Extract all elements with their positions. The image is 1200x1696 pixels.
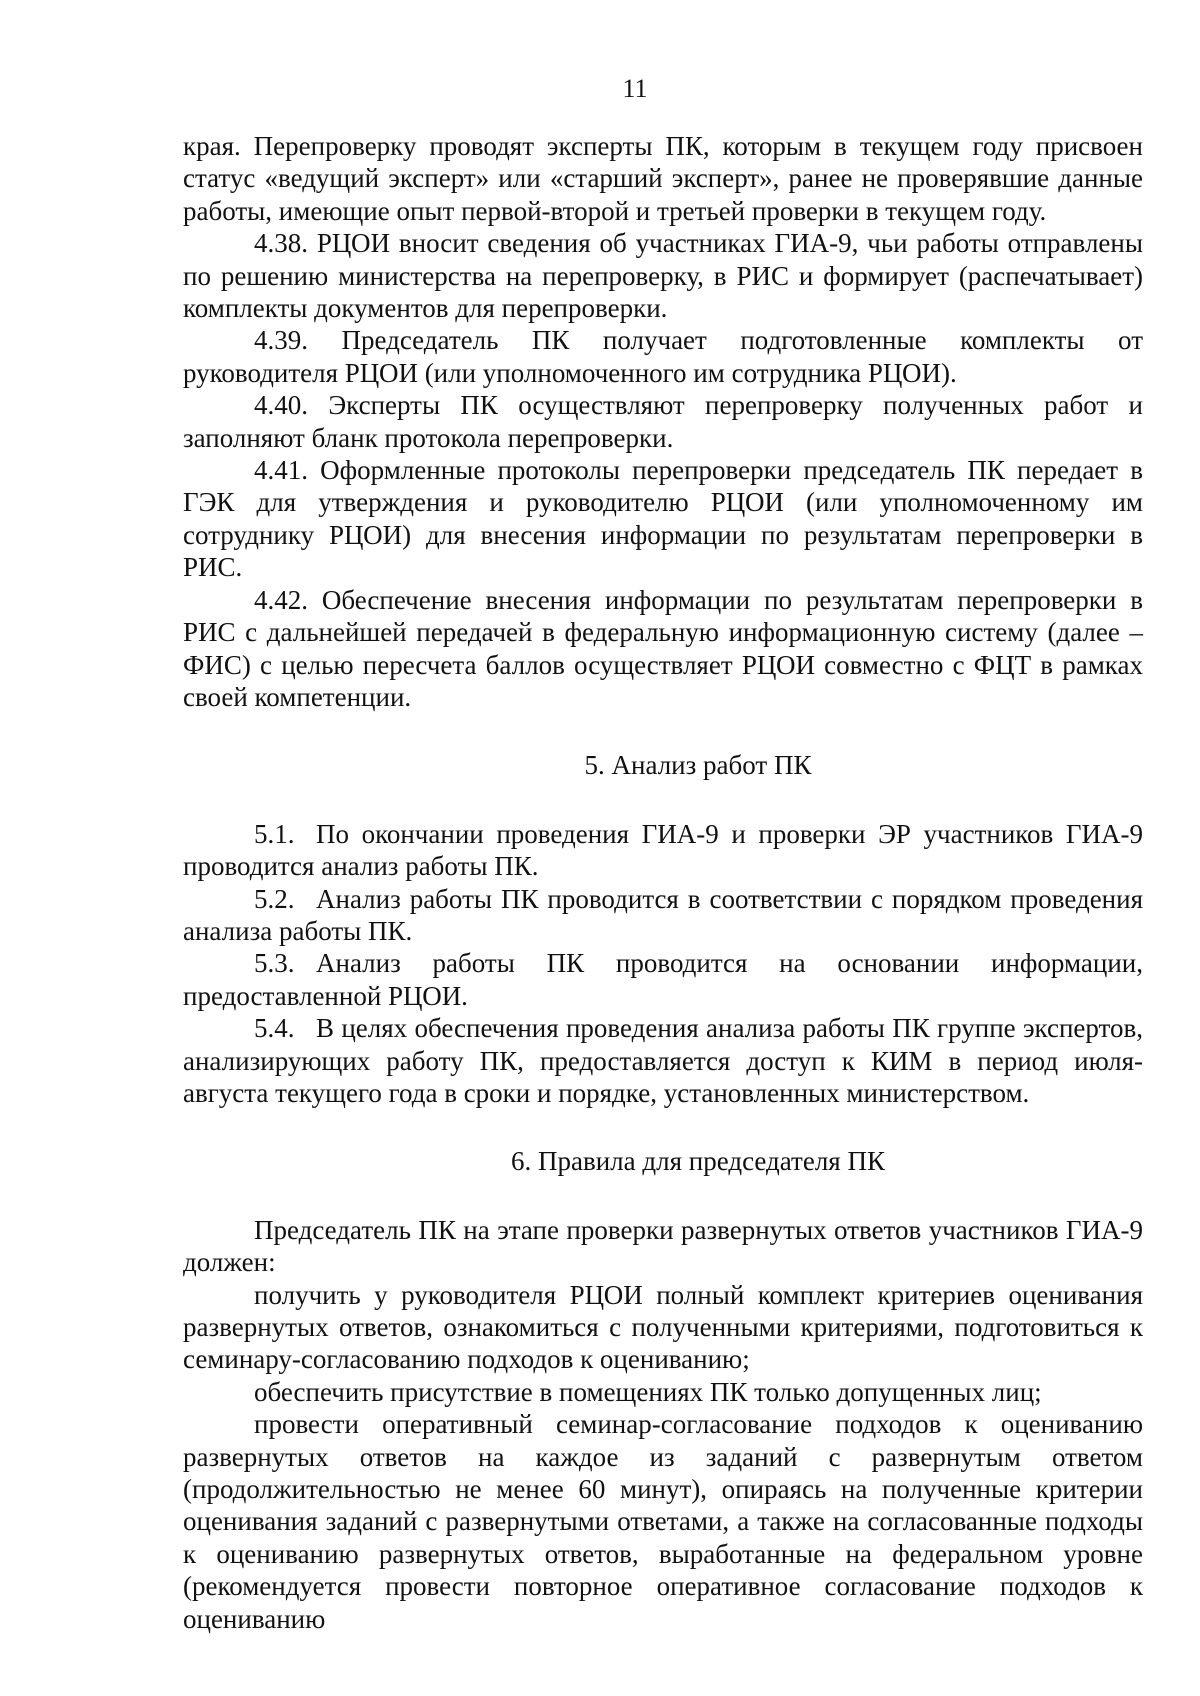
item-5-2 [183, 883, 1143, 948]
paragraph-4-40: 4.40. Эксперты ПК осуществляют перепроверку полученных работ и заполняют бланк протокола перепроверки. [183, 390, 1143, 453]
paragraph-continuation: края. Перепроверку проводят эксперты ПК, которым в текущем году присвоен статус «ведущий эксперт» или «старший эксперт», ранее не проверявшие данные работы, имеющие опыт первой-второй и третьей проверки в текущем году. [183, 131, 1143, 226]
page-number: 11 [622, 74, 648, 103]
item-5-4 [183, 1012, 1143, 1109]
paragraph-4-38: 4.38. РЦОИ вносит сведения об участниках ГИА-9, чьи работы отправлены по решению министерства на перепроверку, в РИС и формирует (распечатывает) комплекты документов для перепроверки. [183, 228, 1143, 324]
document-body [183, 130, 1143, 1635]
section-6-heading: 6. Правила для председателя ПК [511, 1146, 885, 1177]
item-number: 5.4. [254, 1013, 295, 1044]
paragraph-4-39: 4.39. Председатель ПК получает подготовленные комплекты от руководителя РЦОИ (или уполномоченного им сотрудника РЦОИ). [183, 325, 1143, 388]
item-5-3 [183, 947, 1143, 1012]
paragraph-duty-criteria: получить у руководителя РЦОИ полный комплект критериев оценивания развернутых ответов, ознакомиться с полученными критериями, подготовиться к семинару-согласованию подходов к оцениванию; [183, 1279, 1143, 1375]
item-text: В целях обеспечения проведения анализа работы ПК группе экспертов, анализирующих работу ПК, предоставляется доступ к КИМ в период июля-августа текущего года в сроки и порядке, установленных министерством. [183, 1013, 1143, 1108]
paragraph-duty-seminar: провести оперативный семинар-согласование подходов к оцениванию развернутых ответов на каждое из заданий с развернутым ответом (продолжительностью не менее 60 минут), опираясь на полученные критерии оценивания заданий с развернутыми ответами, а также на согласованные подходы к оцениванию развернутых ответов, выработанные на федеральном уровне (рекомендуется провести повторное оперативное согласование подходов к оцениванию [183, 1409, 1143, 1634]
item-text: По окончании проведения ГИА-9 и проверки ЭР участников ГИА-9 проводится анализ работы ПК. [183, 818, 1143, 882]
paragraph-4-41: 4.41. Оформленные протоколы перепроверки председатель ПК передает в ГЭК для утверждения и руководителю РЦОИ (или уполномоченному им сотруднику РЦОИ) для внесения информации по результатам перепроверки в РИС. [183, 455, 1143, 583]
paragraph-chair-duties-intro: Председатель ПК на этапе проверки развернутых ответов участников ГИА-9 должен: [183, 1214, 1143, 1278]
paragraph-duty-access: обеспечить присутствие в помещениях ПК только допущенных лиц; [254, 1376, 1042, 1407]
paragraph-4-42: 4.42. Обеспечение внесения информации по результатам перепроверки в РИС с дальнейшей передачей в федеральную информационную систему (далее – ФИС) с целью пересчета баллов осуществляет РЦОИ совместно с ФЦТ в рамках своей компетенции. [183, 584, 1143, 712]
item-text: Анализ работы ПК проводится на основании информации, предоставленной РЦОИ. [183, 948, 1143, 1011]
section-5-heading: 5. Анализ работ ПК [584, 750, 812, 781]
item-number: 5.1. [254, 818, 295, 849]
item-number: 5.3. [254, 948, 295, 979]
item-5-1 [183, 818, 1143, 883]
item-text: Анализ работы ПК проводится в соответствии с порядком проведения анализа работы ПК. [183, 883, 1143, 946]
item-number: 5.2. [254, 883, 295, 914]
